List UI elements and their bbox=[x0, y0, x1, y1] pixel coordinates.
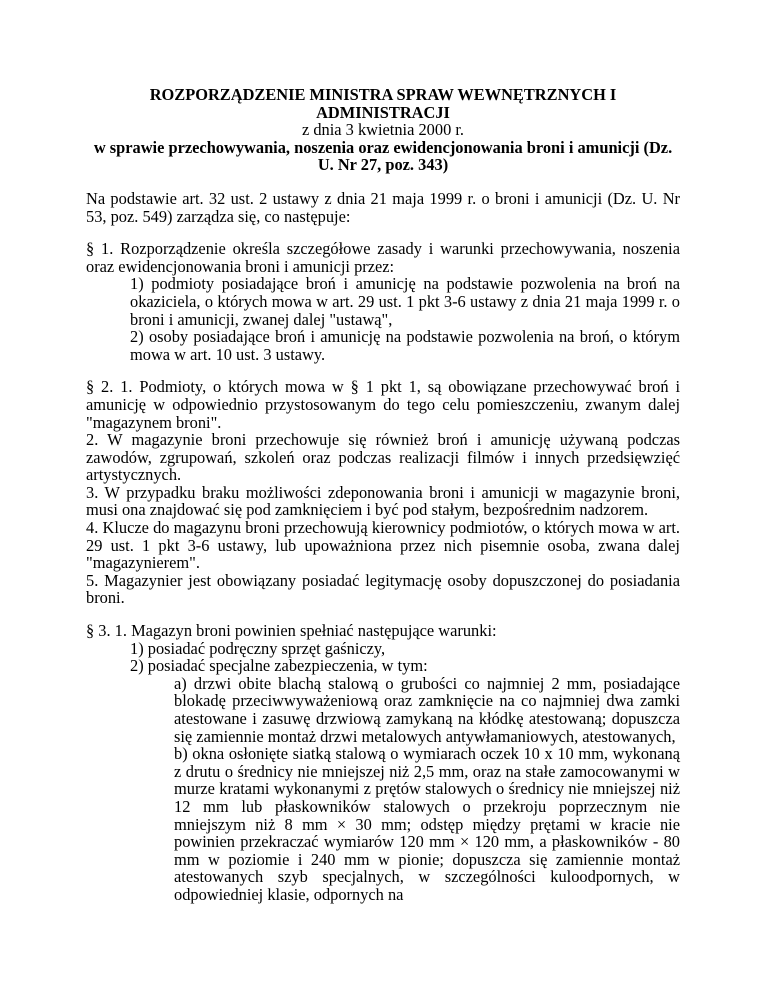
section-2 bbox=[86, 378, 680, 607]
section-3-item-1: 1) posiadać podręczny sprzęt gaśniczy, bbox=[130, 638, 386, 658]
section-3 bbox=[86, 622, 680, 904]
section-3-main: § 3. 1. Magazyn broni powinien spełniać następujące warunki: bbox=[86, 621, 497, 641]
title-heading: ROZPORZĄDZENIE MINISTRA SPRAW WEWNĘTRZNYCH I ADMINISTRACJI bbox=[149, 85, 617, 122]
title-date: z dnia 3 kwietnia 2000 r. bbox=[301, 120, 465, 140]
section-2-p1: § 2. 1. Podmioty, o których mowa w § 1 pkt 1, są obowiązane przechowywać broń i amunicję w odpowiednio przystosowanym do tego celu pomieszczeniu, zwanym dalej "magazynem broni". bbox=[86, 377, 680, 432]
section-2-p4: 4. Klucze do magazynu broni przechowują kierownicy podmiotów, o których mowa w art. 29 ust. 1 pkt 3-6 ustawy, lub upoważniona przez nich pisemnie osoba, zwana dalej "magazynierem". bbox=[86, 518, 680, 573]
document-title bbox=[86, 86, 680, 174]
section-3-item-2a: a) drzwi obite blachą stalową o grubości co najmniej 2 mm, posiadające blokadę przeciwwyważeniową oraz zamknięcie na co najmniej dwa zamki atestowane i zasuwę drzwiową zamykaną na kłódkę atestowaną; dopuszcza się zamiennie montaż drzwi metalowych antywłamaniowych, atestowanych, bbox=[174, 673, 680, 746]
section-1-item-1: 1) podmioty posiadające broń i amunicję na podstawie pozwolenia na broń na okaziciela, o których mowa w art. 29 ust. 1 pkt 3-6 ustawy z dnia 21 maja 1999 r. o broni i amunicji, zwanej dalej "ustawą", bbox=[130, 274, 680, 329]
section-2-p2: 2. W magazynie broni przechowuje się również broń i amunicję używaną podczas zawodów, zgrupowań, szkoleń oraz podczas realizacji filmów i innych przedsięwzięć artystycznych. bbox=[86, 430, 680, 485]
document-page bbox=[86, 86, 680, 919]
section-1-item-2: 2) osoby posiadające broń i amunicję na podstawie pozwolenia na broń, o którym mowa w art. 10 ust. 3 ustawy. bbox=[130, 327, 680, 364]
section-1 bbox=[86, 240, 680, 363]
intro-paragraph: Na podstawie art. 32 ust. 2 ustawy z dnia 21 maja 1999 r. o broni i amunicji (Dz. U. Nr 53, poz. 549) zarządza się, co następuje: bbox=[86, 188, 680, 226]
section-1-main: § 1. Rozporządzenie określa szczegółowe zasady i warunki przechowywania, noszenia oraz ewidencjonowania broni i amunicji przez: bbox=[86, 239, 680, 276]
title-subject: w sprawie przechowywania, noszenia oraz ewidencjonowania broni i amunicji (Dz. U. Nr 27, poz. 343) bbox=[93, 137, 673, 175]
section-3-item-2: 2) posiadać specjalne zabezpieczenia, w tym: bbox=[130, 656, 428, 676]
section-2-p5: 5. Magazynier jest obowiązany posiadać legitymację osoby dopuszczonej do posiadania broni. bbox=[86, 570, 680, 608]
section-3-item-2b: b) okna osłonięte siatką stalową o wymiarach oczek 10 x 10 mm, wykonaną z drutu o średnicy nie mniejszej niż 2,5 mm, oraz na stałe zamocowanymi w murze kratami wykonanymi z prętów stalowych o średnicy nie mniejszej niż 12 mm lub płaskowników stalowych o przekroju poprzecznym nie mniejszym niż 8 mm × 30 mm; odstęp między prętami w kracie nie powinien przekraczać wymiarów 120 mm × 120 mm, a płaskowników - 80 mm w poziomie i 240 mm w pionie; dopuszcza się zamiennie montaż atestowanych szyb specjalnych, w szczególności kuloodpornych, w odpowiedniej klasie, odpornych na bbox=[174, 744, 680, 904]
section-2-p3: 3. W przypadku braku możliwości zdeponowania broni i amunicji w magazynie broni, musi ona znajdować się pod zamknięciem i być pod stałym, bezpośrednim nadzorem. bbox=[86, 482, 680, 520]
